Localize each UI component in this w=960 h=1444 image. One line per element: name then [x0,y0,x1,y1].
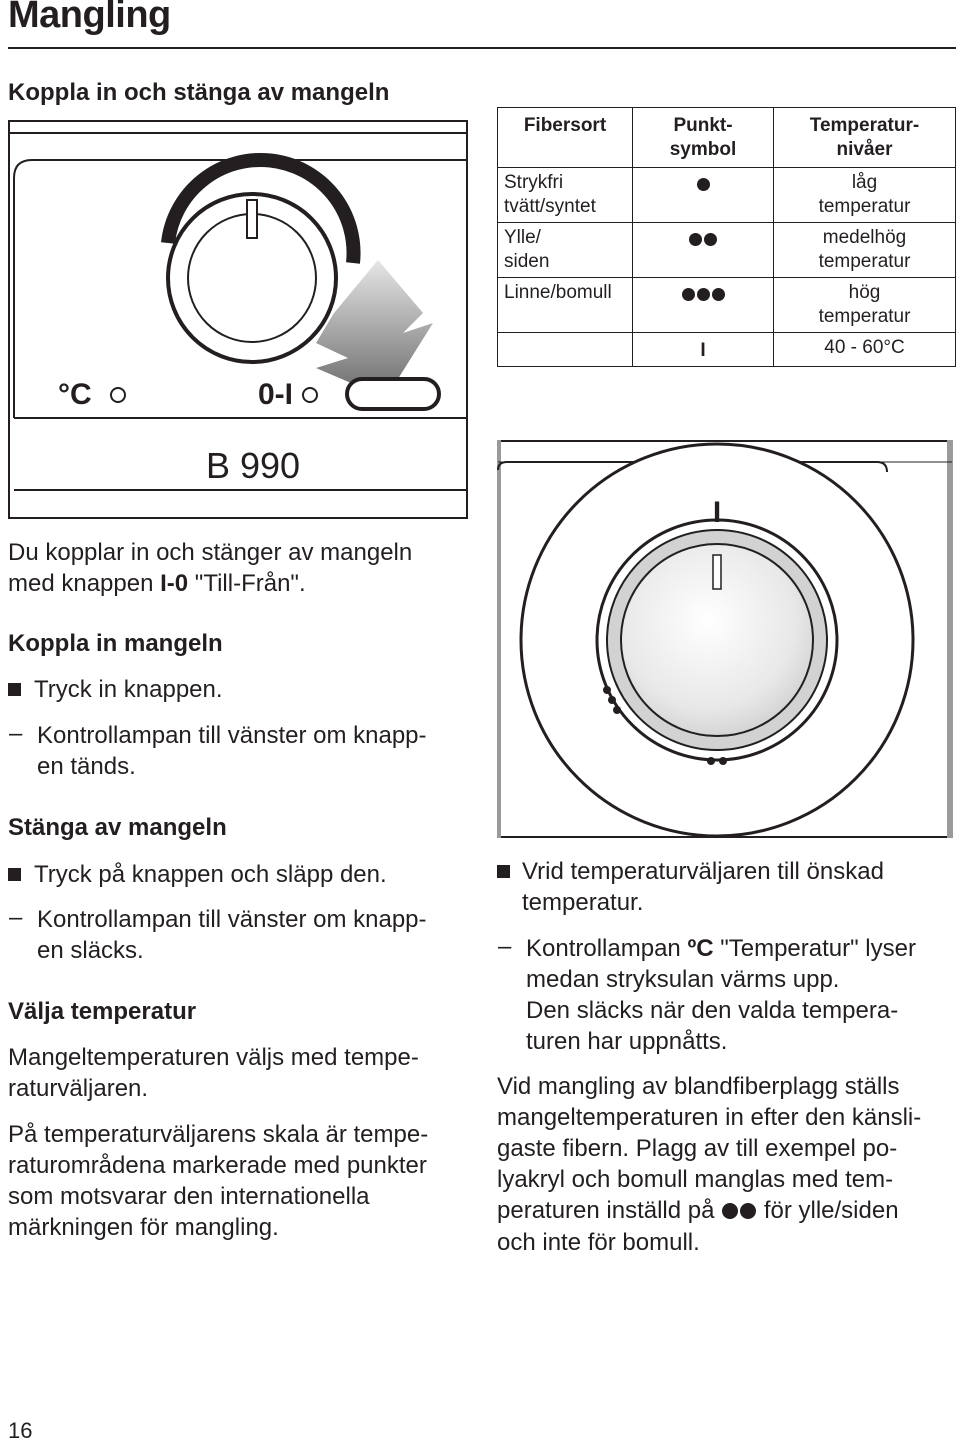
two-dots-icon [721,1196,757,1227]
dot-icon [603,686,611,694]
dial-mark-i: I [712,496,722,529]
dot-symbol-cell [633,223,774,278]
table-row [498,168,956,223]
table-row [498,223,956,278]
symbol-cell: I [633,333,774,367]
step-off: Tryck på knappen och släpp den. [34,861,387,888]
section-heading-temp: Välja temperatur [8,998,197,1025]
fiber-cell: Ylle/ siden [498,223,633,278]
dot-icon [707,757,715,765]
fiber-temperature-table [497,107,956,367]
bullet-square-icon [8,683,21,696]
dot-icon [697,288,710,301]
temperature-cell: hög temperatur [774,278,956,333]
dot-icon [682,288,695,301]
step-on: Tryck in knappen. [34,676,223,703]
fiber-cell [498,333,633,367]
dot-icon [697,178,710,191]
fiber-cell: Strykfri tvätt/syntet [498,168,633,223]
page-title: Mangling [8,0,171,36]
temperature-cell: medelhög temperatur [774,223,956,278]
dial-indicator-icon [713,555,721,589]
title-rule [8,47,956,49]
dot-icon [613,706,621,714]
celsius-label: °C [58,378,92,411]
section-heading-power: Koppla in och stänga av mangeln [8,79,390,106]
fiber-cell: Linne/bomull [498,278,633,333]
step-turn-dial: Vrid temperaturväljaren till önskad temperatur. [522,858,884,916]
table-row [498,333,956,367]
temperature-cell: låg temperatur [774,168,956,223]
table-header: Punkt- symbol [633,108,774,168]
dot-icon [608,696,616,704]
table-row [498,278,956,333]
page-number: 16 [8,1418,33,1443]
dial-indicator-icon [247,200,257,238]
result-on: Kontrollampan till vänster om knapp- en tänds. [37,722,427,780]
dash-icon: – [498,933,512,960]
bullet-square-icon [8,868,21,881]
dot-icon [719,757,727,765]
dash-icon: – [9,720,23,747]
control-panel-figure [8,118,470,520]
onoff-label: 0-I [258,378,294,411]
dot-symbol-cell [633,278,774,333]
bullet-square-icon [497,865,510,878]
temp-paragraph-1: Mangeltemperaturen väljs med tempe- raturväljaren. [8,1044,419,1102]
temperature-dial-figure [497,440,953,838]
result-off: Kontrollampan till vänster om knapp- en släcks. [37,906,427,964]
dot-icon [689,233,702,246]
dot-icon [704,233,717,246]
table-header: Fibersort [498,108,633,168]
onoff-button[interactable] [347,379,439,409]
section-heading-on: Koppla in mangeln [8,630,223,657]
model-label: B 990 [206,445,301,486]
dot-icon [712,288,725,301]
dot-symbol-cell [633,168,774,223]
temperature-cell: 40 - 60°C [774,333,956,367]
lamp-onoff-icon [303,388,317,402]
result-lamp: Kontrollampan ºC "Temperatur" lyser medan stryksulan värms upp. Den släcks när den valda tempera- turen har uppnåtts. [526,935,916,1055]
dash-icon: – [9,904,23,931]
blend-fiber-paragraph: Vid mangling av blandfiberplagg ställs mangeltemperaturen in efter den känsli- gaste fibern. Plagg av till exempel po- lyakryl och bomull manglas med tem- peraturen inställd på för ylle/siden och inte för bomull. [497,1073,922,1257]
intro-text: Du kopplar in och stänger av mangeln med knappen I-0 "Till-Från". [8,539,413,597]
lamp-celsius-icon [111,388,125,402]
section-heading-off: Stänga av mangeln [8,814,227,841]
table-header: Temperatur- nivåer [774,108,956,168]
temp-paragraph-2: På temperaturväljarens skala är tempe- raturområdena markerade med punkter som motsvarar den internationella märkningen för mangling. [8,1121,429,1241]
